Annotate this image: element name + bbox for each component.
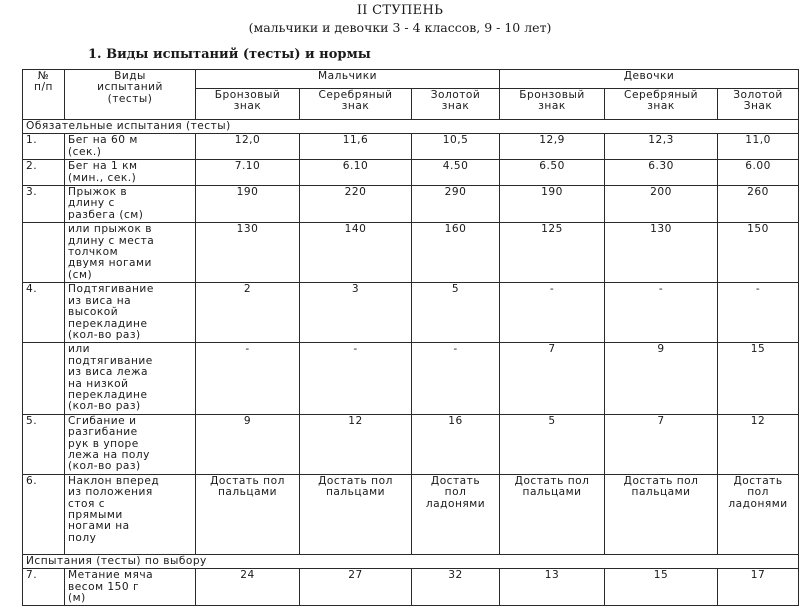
row-value: 5 [500, 414, 605, 474]
row-value: 6.30 [605, 160, 718, 186]
header-girls-silver: Серебряный знак [605, 89, 718, 120]
row-value: - [500, 283, 605, 343]
row-value: 140 [300, 223, 412, 283]
row-value: - [605, 283, 718, 343]
row-value: 220 [300, 186, 412, 223]
row-num [23, 223, 65, 283]
section-optional-label: Испытания (тесты) по выбору [23, 554, 799, 568]
row-value: 16 [412, 414, 500, 474]
header-boys-gold: Золотой знак [412, 89, 500, 120]
row-value: 10,5 [412, 134, 500, 160]
row-test-name: Метание мяча весом 150 г (м) [65, 569, 196, 606]
row-value: 4.50 [412, 160, 500, 186]
row-value: 9 [196, 414, 300, 474]
row-value: 150 [718, 223, 799, 283]
table-row [23, 474, 799, 554]
row-num: 4. [23, 283, 65, 343]
row-value: 24 [196, 569, 300, 606]
row-value: 6.10 [300, 160, 412, 186]
row-num: 7. [23, 569, 65, 606]
row-value: 130 [605, 223, 718, 283]
table-row [23, 343, 799, 414]
row-test-name: Наклон вперед из положения стоя с прямыми ногами на полу [65, 474, 196, 554]
row-value: - [412, 343, 500, 414]
section-row-mandatory [23, 120, 799, 134]
header-girls-bronze: Бронзовый знак [500, 89, 605, 120]
header-boys-silver: Серебряный знак [300, 89, 412, 120]
table-body [23, 120, 799, 606]
row-value: Достать пол пальцами [300, 474, 412, 554]
header-girls: Девочки [500, 70, 799, 89]
row-value: 12 [300, 414, 412, 474]
row-value: 2 [196, 283, 300, 343]
row-value: 32 [412, 569, 500, 606]
row-test-name: Сгибание и разгибание рук в упоре лежа на полу (кол-во раз) [65, 414, 196, 474]
row-test-name: Подтягивание из виса на высокой перекладине (кол-во раз) [65, 283, 196, 343]
row-test-name: или подтягивание из виса лежа на низкой перекладине (кол-во раз) [65, 343, 196, 414]
row-value: 3 [300, 283, 412, 343]
row-value: 125 [500, 223, 605, 283]
row-value: 15 [718, 343, 799, 414]
row-num [23, 343, 65, 414]
row-value: 190 [500, 186, 605, 223]
row-value: 6.50 [500, 160, 605, 186]
row-value: - [718, 283, 799, 343]
row-value: 9 [605, 343, 718, 414]
table-header [23, 70, 799, 120]
row-num: 3. [23, 186, 65, 223]
stage-title: II СТУПЕНЬ [356, 3, 444, 18]
header-boys: Мальчики [196, 70, 500, 89]
row-value: 7 [500, 343, 605, 414]
row-value: Достать пол пальцами [196, 474, 300, 554]
row-value: 12 [718, 414, 799, 474]
row-value: 15 [605, 569, 718, 606]
row-value: 7 [605, 414, 718, 474]
row-value: Достать пол ладонями [718, 474, 799, 554]
row-value: 12,9 [500, 134, 605, 160]
row-test-name: Бег на 1 км (мин., сек.) [65, 160, 196, 186]
row-value: 6.00 [718, 160, 799, 186]
row-value: 160 [412, 223, 500, 283]
row-value: 290 [412, 186, 500, 223]
norms-table [22, 69, 799, 606]
header-girls-gold: Золотой Знак [718, 89, 799, 120]
row-num: 1. [23, 134, 65, 160]
row-value: - [196, 343, 300, 414]
row-num: 6. [23, 474, 65, 554]
row-value: 130 [196, 223, 300, 283]
row-value: 7.10 [196, 160, 300, 186]
table-row [23, 223, 799, 283]
row-test-name: Бег на 60 м (сек.) [65, 134, 196, 160]
row-value: 17 [718, 569, 799, 606]
table-row [23, 283, 799, 343]
section-mandatory-label: Обязательные испытания (тесты) [23, 120, 799, 134]
row-num: 2. [23, 160, 65, 186]
row-value: 200 [605, 186, 718, 223]
row-value: Достать пол пальцами [500, 474, 605, 554]
header-test-type: Виды испытаний (тесты) [65, 70, 196, 120]
row-value: 12,0 [196, 134, 300, 160]
table-row [23, 134, 799, 160]
row-value: 11,6 [300, 134, 412, 160]
table-row [23, 186, 799, 223]
row-value: 260 [718, 186, 799, 223]
header-boys-bronze: Бронзовый знак [196, 89, 300, 120]
section-title: 1. Виды испытаний (тесты) и нормы [88, 47, 371, 62]
table-row [23, 414, 799, 474]
row-value: 11,0 [718, 134, 799, 160]
header-num: № п/п [23, 70, 65, 120]
section-row-optional [23, 554, 799, 568]
row-value: Достать пол пальцами [605, 474, 718, 554]
row-test-name: Прыжок в длину с разбега (см) [65, 186, 196, 223]
row-value: 13 [500, 569, 605, 606]
row-value: 5 [412, 283, 500, 343]
table-row [23, 569, 799, 606]
row-value: Достать пол ладонями [412, 474, 500, 554]
table-row [23, 160, 799, 186]
row-value: 27 [300, 569, 412, 606]
row-num: 5. [23, 414, 65, 474]
row-value: 190 [196, 186, 300, 223]
stage-subtitle: (мальчики и девочки 3 - 4 классов, 9 - 10 лет) [248, 20, 552, 35]
row-value: 12,3 [605, 134, 718, 160]
row-value: - [300, 343, 412, 414]
row-test-name: или прыжок в длину с места толчком двумя ногами (см) [65, 223, 196, 283]
